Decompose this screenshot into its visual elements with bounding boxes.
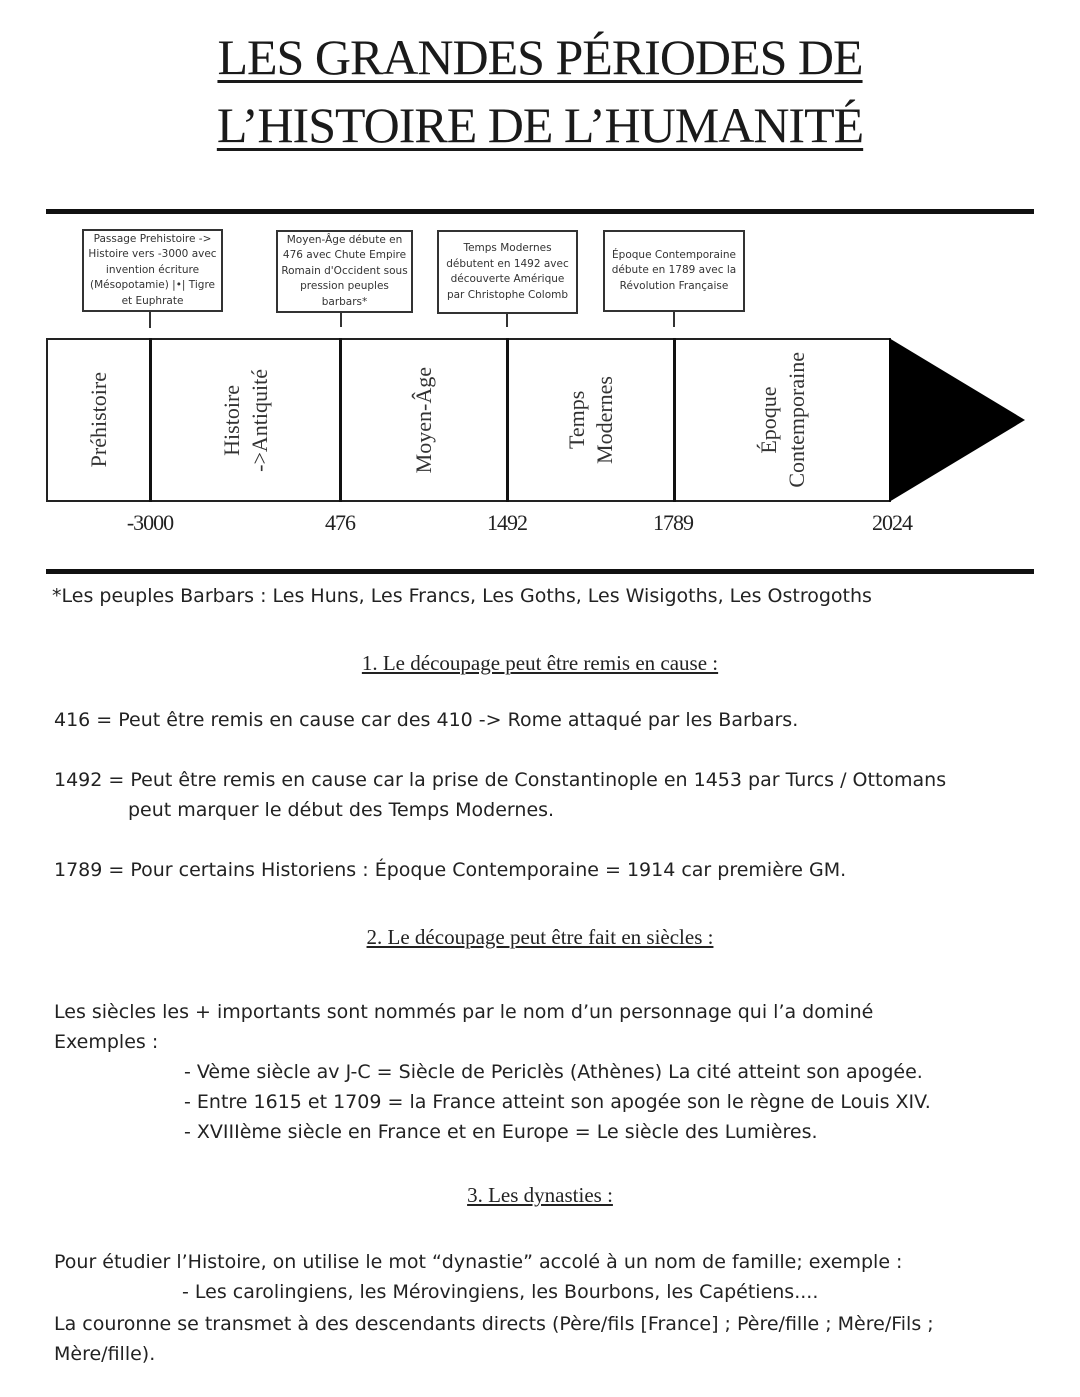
paragraph: Les siècles les + importants sont nommés par le nom d’un personnage qui l’a dominé [54, 1001, 874, 1023]
paragraph: Exemples : [54, 1031, 159, 1053]
annotation-box: Époque Contemporaine débute en 1789 avec la Révolution Française [603, 230, 745, 312]
connector [506, 314, 508, 327]
section-heading: 1. Le découpage peut être remis en cause : [361, 651, 719, 675]
period-label: Préhistoire [85, 372, 111, 468]
period-label: Histoire ->Antiquité [218, 368, 272, 472]
year-label: 2024 [872, 510, 912, 535]
bullet: - Vème siècle av J-C = Siècle de Periclès (Athènes) La cité atteint son apogée. [184, 1061, 923, 1083]
section-heading: 3. Les dynasties : [467, 1183, 613, 1207]
period-label: Époque Contemporaine [756, 352, 809, 488]
paragraph: 1789 = Pour certains Historiens : Époque Contemporaine = 1914 car première GM. [54, 859, 847, 881]
period-prehistoire [48, 338, 149, 502]
period-antiquite [152, 338, 339, 502]
period-label: Temps Modernes [564, 376, 617, 464]
top-rule [46, 209, 1034, 214]
year-label: 1492 [487, 510, 527, 535]
year-label: 476 [325, 510, 355, 535]
bottom-rule [46, 569, 1034, 574]
connector [149, 312, 151, 328]
period-epoque-contemporaine [676, 338, 890, 502]
arrow-head-icon [889, 338, 1029, 502]
period-label: Moyen-Âge [411, 366, 436, 474]
period-moyen-age [342, 338, 506, 502]
annotation-box: Temps Modernes débutent en 1492 avec découverte Amérique par Christophe Colomb [437, 230, 578, 314]
paragraph: 416 = Peut être remis en cause car des 410 -> Rome attaqué par les Barbars. [54, 709, 799, 731]
connector [340, 313, 342, 327]
annotation-box: Passage Prehistoire -> Histoire vers -3000 avec invention écriture (Mésopotamie) |•| Tigre et Euphrate [82, 229, 223, 312]
section-heading: 2. Le découpage peut être fait en siècles : [366, 925, 714, 949]
bullet: - Les carolingiens, les Mérovingiens, les Bourbons, les Capétiens.... [182, 1281, 819, 1303]
annotation-box: Moyen-Âge débute en 476 avec Chute Empire Romain d'Occident sous pression peuples barbars* [276, 230, 413, 313]
footnote: *Les peuples Barbars : Les Huns, Les Francs, Les Goths, Les Wisigoths, Les Ostrogoths [52, 585, 872, 607]
title-line-2: L’HISTOIRE DE L’HUMANITÉ [216, 97, 864, 153]
paragraph: peut marquer le début des Temps Modernes. [128, 799, 555, 821]
bullet: - XVIIIème siècle en France et en Europe = Le siècle des Lumières. [184, 1121, 818, 1143]
title-line-1: LES GRANDES PÉRIODES DE [217, 29, 863, 85]
paragraph: Pour étudier l’Histoire, on utilise le mot “dynastie” accolé à un nom de famille; exemple : [54, 1251, 903, 1273]
period-temps-modernes [509, 338, 673, 502]
bullet: - Entre 1615 et 1709 = la France atteint son apogée son le règne de Louis XIV. [184, 1091, 931, 1113]
year-label: 1789 [653, 510, 693, 535]
connector [673, 312, 675, 327]
paragraph: 1492 = Peut être remis en cause car la prise de Constantinople en 1453 par Turcs / Ottomans [54, 769, 947, 791]
paragraph: Mère/fille). [54, 1343, 156, 1365]
year-label: -3000 [126, 510, 174, 535]
paragraph: La couronne se transmet à des descendants directs (Père/fils [France] ; Père/fille ; Mère/Fils ; [54, 1313, 934, 1335]
